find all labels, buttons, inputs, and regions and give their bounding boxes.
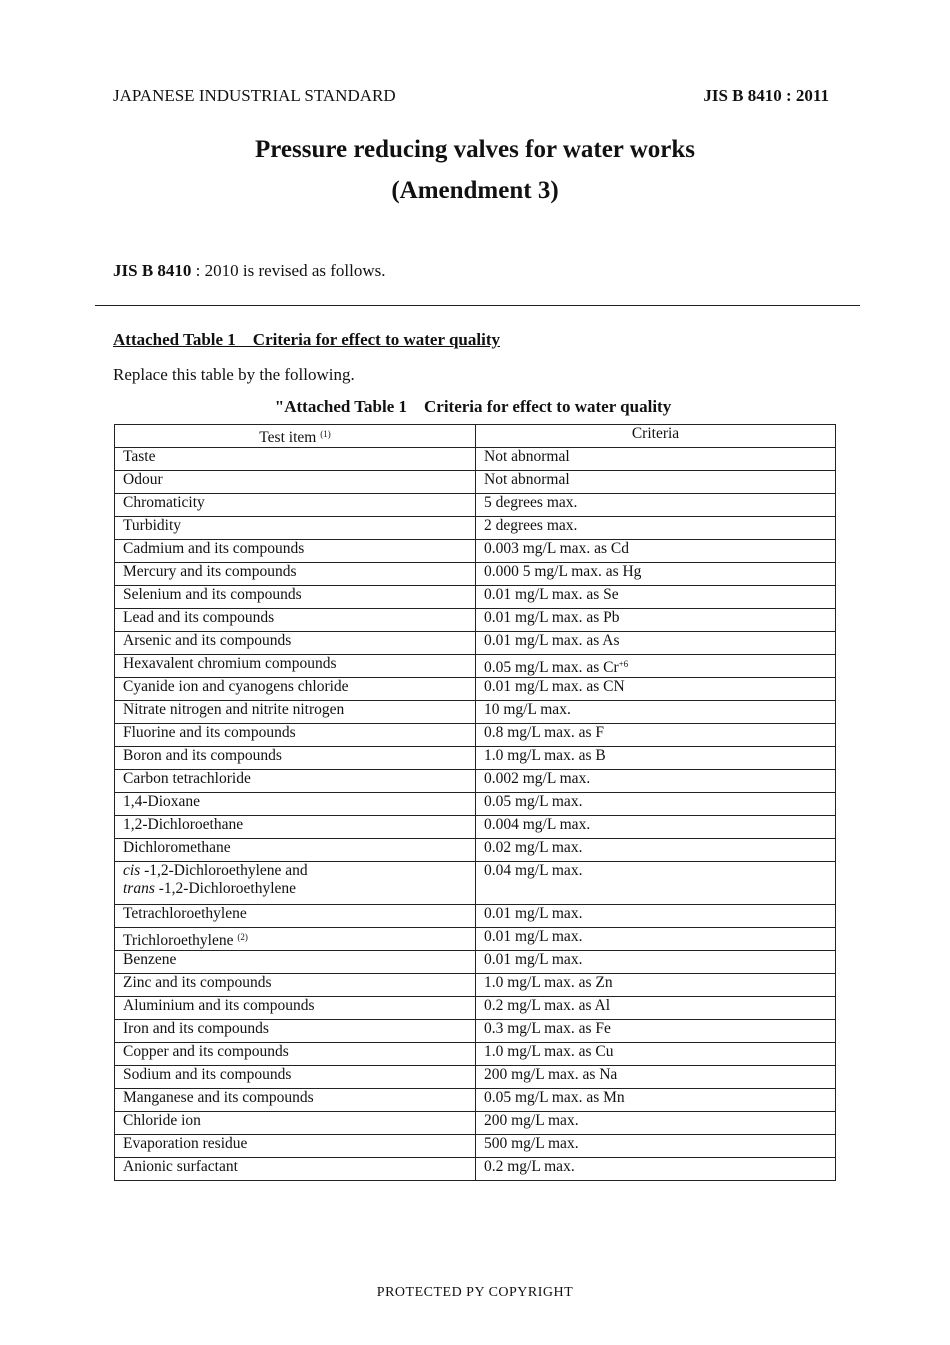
table-row [115, 839, 836, 862]
test-item-cell: Benzene [115, 951, 476, 974]
header-criteria: Criteria [476, 425, 836, 448]
criteria-cell: 1.0 mg/L max. as Cu [476, 1043, 836, 1066]
table-caption-text: "Attached Table 1 Criteria for effect to water quality [274, 397, 672, 416]
criteria-cell: 0.002 mg/L max. [476, 770, 836, 793]
table-row [115, 928, 836, 951]
criteria-cell: 1.0 mg/L max. as B [476, 747, 836, 770]
criteria-cell: 200 mg/L max. as Na [476, 1066, 836, 1089]
revision-statement [113, 261, 386, 281]
criteria-cell: 2 degrees max. [476, 517, 836, 540]
criteria-cell: 0.2 mg/L max. as Al [476, 997, 836, 1020]
criteria-cell: 0.01 mg/L max. as CN [476, 678, 836, 701]
criteria-cell: 0.02 mg/L max. [476, 839, 836, 862]
test-item-cell: Carbon tetrachloride [115, 770, 476, 793]
table-row [115, 701, 836, 724]
test-item-cell: Evaporation residue [115, 1135, 476, 1158]
table-row [115, 494, 836, 517]
table-row [115, 540, 836, 563]
criteria-cell: 0.2 mg/L max. [476, 1158, 836, 1181]
criteria-cell: Not abnormal [476, 448, 836, 471]
table-row [115, 563, 836, 586]
table-row [115, 862, 836, 905]
criteria-cell: 0.8 mg/L max. as F [476, 724, 836, 747]
trans-prefix: trans [123, 880, 155, 897]
test-item-cell: Dichloromethane [115, 839, 476, 862]
criteria-cell: 0.003 mg/L max. as Cd [476, 540, 836, 563]
criteria-cell: 10 mg/L max. [476, 701, 836, 724]
divider [95, 305, 860, 306]
test-item-cell: 1,4-Dioxane [115, 793, 476, 816]
footer-notice: PROTECTED PY COPYRIGHT [376, 1285, 574, 1300]
criteria-cell: 500 mg/L max. [476, 1135, 836, 1158]
test-item-cell: Chromaticity [115, 494, 476, 517]
criteria-cell: 0.3 mg/L max. as Fe [476, 1020, 836, 1043]
criteria-cell: 0.01 mg/L max. [476, 951, 836, 974]
test-item-cell: Chloride ion [115, 1112, 476, 1135]
section-instruction: Replace this table by the following. [113, 365, 355, 384]
table-row [115, 747, 836, 770]
table-caption [0, 397, 950, 417]
cis-prefix: cis [123, 862, 141, 879]
header-test-item: Test item $^{(1)}$ [115, 425, 476, 448]
table-row [115, 905, 836, 928]
test-item-cell: Zinc and its compounds [115, 974, 476, 997]
page-subtitle: (Amendment 3) [391, 177, 559, 204]
criteria-cell: Not abnormal [476, 471, 836, 494]
table-row [115, 1066, 836, 1089]
test-item-cell: Hexavalent chromium compounds [115, 655, 476, 678]
test-item-cell: Fluorine and its compounds [115, 724, 476, 747]
criteria-cell: 0.01 mg/L max. [476, 928, 836, 951]
criteria-cell: 0.01 mg/L max. as Se [476, 586, 836, 609]
section-heading: Attached Table 1 Criteria for effect to water quality [113, 330, 500, 349]
table-row [115, 951, 836, 974]
table-row [115, 586, 836, 609]
criteria-cell: 0.004 mg/L max. [476, 816, 836, 839]
test-item-cell: Trichloroethylene $^{(2)}$ [115, 928, 476, 951]
table-row [115, 632, 836, 655]
criteria-table [114, 424, 836, 1181]
test-item-cell: Cadmium and its compounds [115, 540, 476, 563]
standard-number: JIS B 8410 : 2011 [703, 86, 829, 105]
test-item-cell: Selenium and its compounds [115, 586, 476, 609]
criteria-cell: 0.01 mg/L max. [476, 905, 836, 928]
table-row [115, 974, 836, 997]
table-row [115, 678, 836, 701]
revision-text: : 2010 is revised as follows. [191, 261, 386, 280]
test-item-cell: Copper and its compounds [115, 1043, 476, 1066]
table-row [115, 1112, 836, 1135]
charge-superscript: +6 [618, 659, 629, 669]
table-row [115, 1020, 836, 1043]
criteria-cell: 0.05 mg/L max. [476, 793, 836, 816]
standard-label: JAPANESE INDUSTRIAL STANDARD [113, 86, 396, 105]
table-row [115, 1158, 836, 1181]
table-row [115, 471, 836, 494]
table-row [115, 448, 836, 471]
table-row [115, 770, 836, 793]
test-item-cell: Boron and its compounds [115, 747, 476, 770]
criteria-cell: 1.0 mg/L max. as Zn [476, 974, 836, 997]
test-item-cell: Manganese and its compounds [115, 1089, 476, 1112]
test-item-cell: Mercury and its compounds [115, 563, 476, 586]
table-row [115, 997, 836, 1020]
table-row [115, 816, 836, 839]
criteria-cell: 0.05 mg/L max. as Mn [476, 1089, 836, 1112]
table-row [115, 1043, 836, 1066]
criteria-cell: 200 mg/L max. [476, 1112, 836, 1135]
test-item-cell: 1,2-Dichloroethane [115, 816, 476, 839]
table-row [115, 655, 836, 678]
table-header-row [115, 425, 836, 448]
test-item-cell: Anionic surfactant [115, 1158, 476, 1181]
table-body [115, 448, 836, 1181]
footnote-ref: (2) [237, 932, 248, 942]
criteria-cell: 0.04 mg/L max. [476, 862, 836, 905]
criteria-cell: 0.05 mg/L max. as $Cr^{+6}$ [476, 655, 836, 678]
test-item-cell: Turbidity [115, 517, 476, 540]
table-row [115, 793, 836, 816]
criteria-cell: 0.01 mg/L max. as Pb [476, 609, 836, 632]
test-item-cell: cis -1,2-Dichloroethylene and trans -1,2-Dichloroethylene [115, 862, 476, 905]
test-item-cell: Aluminium and its compounds [115, 997, 476, 1020]
table-row [115, 609, 836, 632]
test-item-cell: Cyanide ion and cyanogens chloride [115, 678, 476, 701]
criteria-cell: 5 degrees max. [476, 494, 836, 517]
test-item-cell: Arsenic and its compounds [115, 632, 476, 655]
test-item-cell: Iron and its compounds [115, 1020, 476, 1043]
page-title: Pressure reducing valves for water works [254, 136, 695, 163]
criteria-cell: 0.01 mg/L max. as As [476, 632, 836, 655]
test-item-cell: Odour [115, 471, 476, 494]
table-row [115, 517, 836, 540]
table-row [115, 724, 836, 747]
criteria-cell: 0.000 5 mg/L max. as Hg [476, 563, 836, 586]
test-item-cell: Taste [115, 448, 476, 471]
test-item-cell: Nitrate nitrogen and nitrite nitrogen [115, 701, 476, 724]
table-row [115, 1089, 836, 1112]
table-row [115, 1135, 836, 1158]
revision-code: JIS B 8410 [113, 261, 192, 280]
test-item-cell: Sodium and its compounds [115, 1066, 476, 1089]
test-item-cell: Tetrachloroethylene [115, 905, 476, 928]
test-item-cell: Lead and its compounds [115, 609, 476, 632]
footnote-ref: (1) [320, 429, 331, 439]
